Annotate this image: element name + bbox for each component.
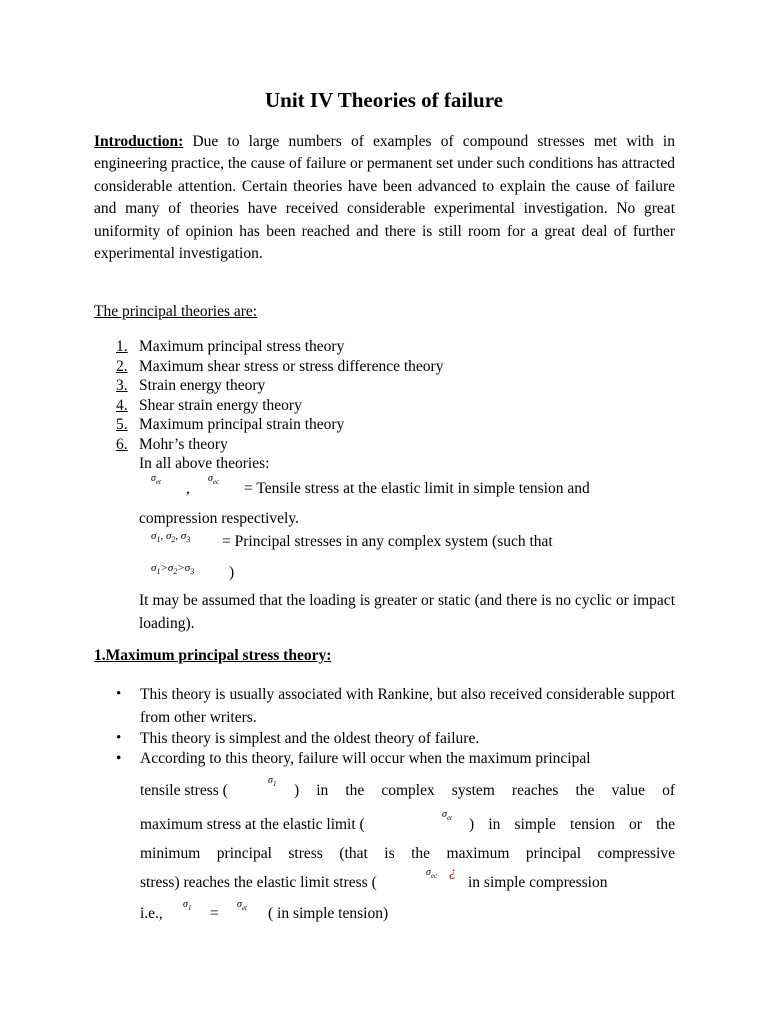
sigma-1-symbol: $\sigma_1$ [183,899,192,912]
comma-separator: , [186,480,190,497]
introduction-paragraph [94,131,675,265]
bullet-icon: • [116,750,122,767]
failure-criterion-line5b: in simple compression [468,874,608,891]
page-title: Unit IV Theories of failure [264,88,503,112]
list-item: 3. Strain energy theory [116,377,266,394]
sigma-et-symbol: $\sigma_{et}$ [237,899,247,912]
in-all-theories-text: In all above theories: [139,455,270,472]
bullet-icon: • [116,686,122,702]
stress-definition-line2: compression respectively. [139,510,299,527]
failure-criterion-line2a: tensile stress ( [140,782,228,799]
loading-assumption-paragraph: It may be assumed that the loading is greater or static (and there is no cyclic or impact loading). [139,592,675,632]
list-item: 4. Shear strain energy theory [116,396,302,414]
sigma-et-symbol: $\sigma_{et}$ [442,809,452,822]
red-inverted-question-mark: ¿ [449,865,456,880]
stress-definition-line1: = Tensile stress at the elastic limit in simple tension and [244,480,590,497]
introduction-label: Introduction: [94,133,184,150]
failure-criterion-line3a: maximum stress at the elastic limit ( [140,816,365,833]
ie-tail-text: ( in simple tension) [268,905,389,922]
failure-criterion-line4: minimum principal stress (that is the maximum principal compressive [140,845,675,862]
list-item: 6. Mohr’s theory [116,435,228,453]
failure-criterion-line5a: stress) reaches the elastic limit stress ( [140,874,377,891]
list-item: 2. Maximum shear stress or stress difference theory [116,357,444,375]
bullet-item: • This theory is usually associated with Rankine, but also received considerable support from other writers. [116,683,675,729]
list-item: 1. Maximum principal stress theory [116,338,345,355]
failure-criterion-line1: According to this theory, failure will occur when the maximum principal [140,750,591,767]
principal-stresses-definition: = Principal stresses in any complex system (such that [222,533,553,550]
bullet-icon: • [116,730,122,746]
stress-ordering-symbols: $\sigma_1>\sigma_2>\sigma_3$ [151,562,195,577]
principal-stresses-symbols: $\sigma_1$, $\sigma_2$, $\sigma_3$ [151,530,191,545]
sigma-1-symbol: $\sigma_1$ [268,775,277,788]
failure-criterion-line3b: ) in simple tension or the [469,816,675,833]
section1-heading: 1.Maximum principal stress theory: [94,647,332,664]
failure-criterion-line2b: ) in the complex system reaches the value of [294,782,675,799]
list-item: 5. Maximum principal strain theory [116,416,345,433]
sigma-ec-symbol: $\sigma_{ec}$ [426,867,438,880]
introduction-text: Due to large numbers of examples of compound stresses met with in engineering practice, the cause of failure or permanent set under such conditions has attracted considerable attention. Certain theories have been advanced to explain the cause of failure and many of theories have received considerable experimental investigation. No great uniformity of opinion has been reached and there is still room for a great deal of further experimental investigation. [94,133,676,263]
sigma-et-symbol: $\sigma_{et}$ [151,473,161,486]
bullet-item: • This theory is simplest and the oldest theory of failure. [116,727,675,750]
equals-sign: = [210,905,219,922]
closing-parenthesis: ) [229,564,235,581]
sigma-ec-symbol: $\sigma_{ec}$ [208,473,220,486]
theories-list [116,337,443,454]
principal-theories-heading: The principal theories are: [94,303,258,320]
ie-label: i.e., [140,905,163,922]
